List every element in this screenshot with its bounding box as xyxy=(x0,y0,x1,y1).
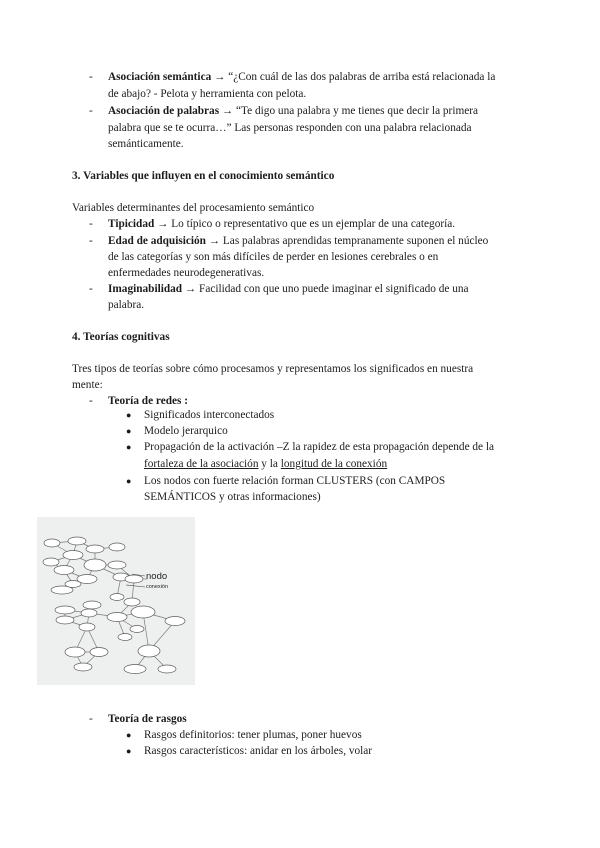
teoria-redes-title: Teoría de redes : xyxy=(108,395,189,407)
bullet-text-continuation xyxy=(144,456,387,472)
list-dash: - xyxy=(89,218,93,230)
section-intro: Variables determinantes del procesamiento semántico xyxy=(72,202,315,214)
arrow-glyph: → xyxy=(214,71,226,83)
underlined-term: fortaleza de la asociación xyxy=(144,458,259,470)
arrow-glyph: → xyxy=(157,218,169,230)
bullet-glyph: ● xyxy=(126,476,132,486)
bullet-text: Los nodos con fuerte relación forman CLUSTERS (con CAMPOS xyxy=(144,475,446,487)
term-label: Asociación de palabras xyxy=(108,105,220,117)
term-label: Imaginabilidad xyxy=(108,283,183,295)
section-heading: 4. Teorías cognitivas xyxy=(72,331,170,343)
bullet-text: Rasgos característicos: anidar en los árboles, volar xyxy=(144,745,373,757)
figure-label-conexion: conexión xyxy=(146,584,169,590)
list-dash: - xyxy=(89,713,93,725)
text-line: Lo típico o representativo que es un ejemplar de una categoría. xyxy=(171,218,456,230)
text-line: palabra que se te ocurra…” Las personas responden con una palabra relacionada xyxy=(108,122,472,134)
arrow-glyph: → xyxy=(184,283,197,295)
text-line: palabra. xyxy=(108,299,145,311)
term-label: Tipicidad xyxy=(108,218,155,230)
list-item-tipicidad xyxy=(108,216,455,232)
list-item-edad-adquisicion xyxy=(108,233,488,249)
bullet-glyph: ● xyxy=(126,442,132,452)
section-heading: 3. Variables que influyen en el conocimiento semántico xyxy=(72,170,335,182)
connector-text: y la xyxy=(258,458,281,470)
text-line: Las palabras aprendidas tempranamente suponen el núcleo xyxy=(222,235,489,247)
text-line: “¿Con cuál de las dos palabras de arriba está relacionada la xyxy=(228,71,496,83)
bullet-text: SEMÁNTICOS y otras informaciones) xyxy=(144,491,321,503)
semantic-network-figure xyxy=(37,517,195,685)
underlined-term: longitud de la conexión xyxy=(280,458,388,470)
bullet-glyph: ● xyxy=(126,730,132,740)
text-line: Facilidad con que uno puede imaginar el significado de una xyxy=(199,283,469,295)
list-item-asociacion-palabras xyxy=(108,103,478,119)
arrow-glyph: → xyxy=(208,235,221,247)
text-line: semánticamente. xyxy=(108,138,184,150)
list-dash: - xyxy=(89,395,93,407)
teoria-rasgos-title: Teoría de rasgos xyxy=(108,713,187,725)
text-line: enfermedades neurodegenerativas. xyxy=(108,267,265,279)
bullet-glyph: ● xyxy=(126,426,132,436)
section-intro: mente: xyxy=(72,379,103,391)
network-nodes xyxy=(43,537,185,674)
list-item-imaginabilidad xyxy=(108,281,469,297)
bullet-glyph: ● xyxy=(126,410,132,420)
section-intro: Tres tipos de teorías sobre cómo procesamos y representamos los significados en nuestra xyxy=(72,363,474,375)
list-dash: - xyxy=(89,235,93,247)
bullet-text: Modelo jerarquico xyxy=(144,425,228,437)
bullet-glyph: ● xyxy=(126,746,132,756)
list-dash: - xyxy=(89,71,93,83)
arrow-glyph: → xyxy=(221,105,234,117)
network-diagram xyxy=(37,517,195,685)
term-label: Edad de adquisición xyxy=(108,235,206,247)
term-label: Asociación semántica xyxy=(108,71,212,83)
text-line: de abajo? - Pelota y herramienta con pelota. xyxy=(108,88,307,100)
list-dash: - xyxy=(89,283,93,295)
text-line: de las categorías y son más difíciles de perder en lesiones cerebrales o en xyxy=(108,251,439,263)
bullet-text: Propagación de la activación –Z la rapidez de esta propagación depende de la xyxy=(144,441,495,453)
bullet-text: Rasgos definitorios: tener plumas, poner huevos xyxy=(144,729,362,741)
list-item-asociacion-semantica xyxy=(108,69,495,85)
text-line: “Te digo una palabra y me tienes que decir la primera xyxy=(236,105,479,117)
figure-label-nodo: nodo xyxy=(146,571,168,582)
bullet-text: Significados interconectados xyxy=(144,409,275,421)
list-dash: - xyxy=(89,105,93,117)
